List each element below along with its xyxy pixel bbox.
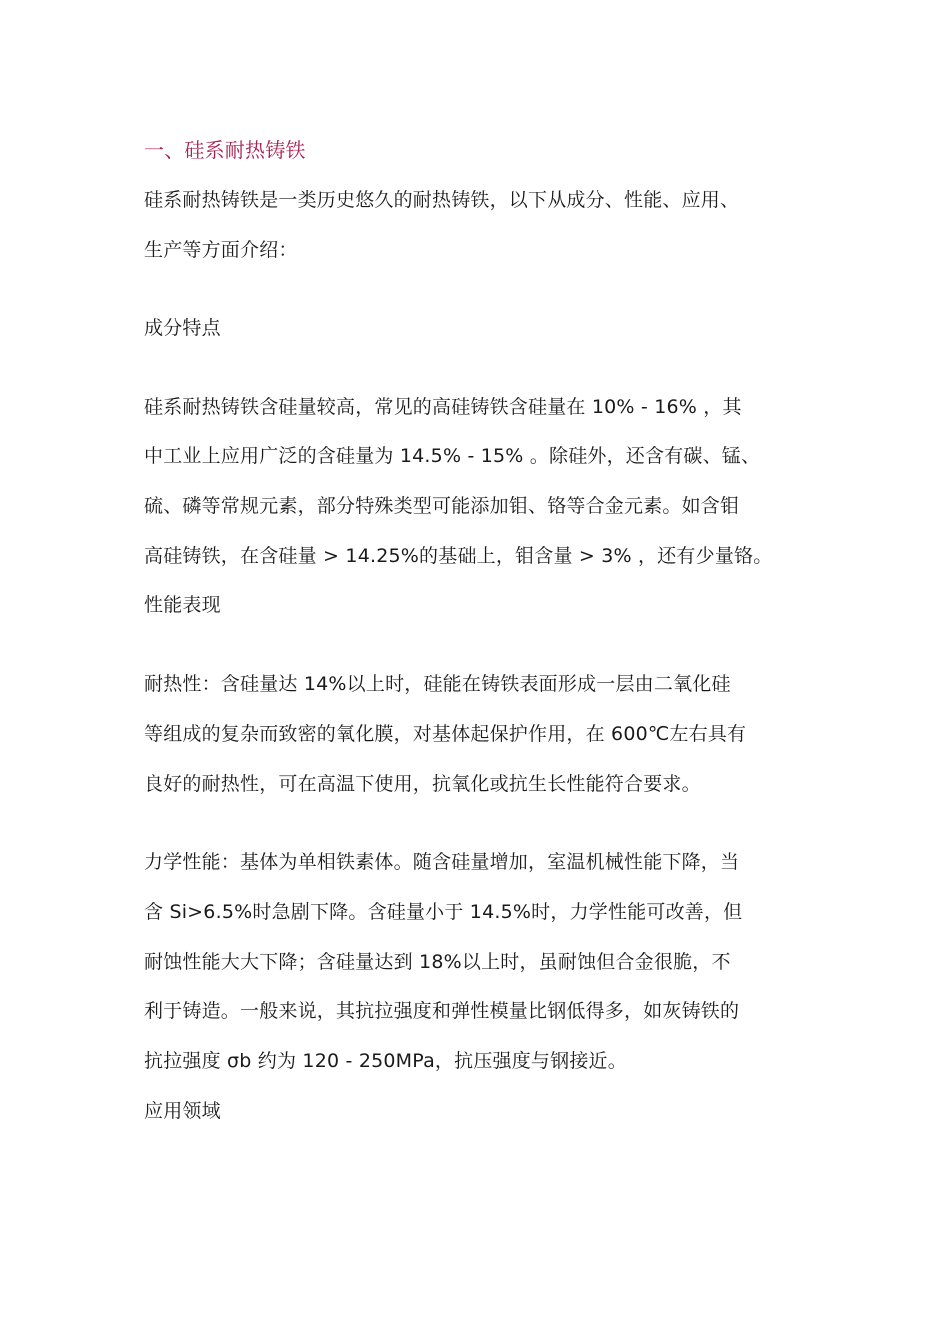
composition-heading: 成分特点 bbox=[144, 317, 221, 339]
intro-line: 硅系耐热铸铁是一类历史悠久的耐热铸铁，以下从成分、性能、应用、 bbox=[144, 189, 740, 211]
mechanical-line: 抗拉强度 σb 约为 120 - 250MPa，抗压强度与钢接近。 bbox=[144, 1050, 627, 1072]
mechanical-line: 力学性能：基体为单相铁素体。随含硅量增加，室温机械性能下降，当 bbox=[144, 851, 740, 873]
composition-line: 高硅铸铁，在含硅量 > 14.25%的基础上，钼含量 > 3% ，还有少量铬。 bbox=[144, 545, 773, 567]
composition-line: 硅系耐热铸铁含硅量较高，常见的高硅铸铁含硅量在 10% - 16% ，其 bbox=[144, 396, 742, 418]
section-title: 一、硅系耐热铸铁 bbox=[144, 138, 306, 162]
intro-line: 生产等方面介绍： bbox=[144, 239, 298, 261]
application-heading: 应用领域 bbox=[144, 1100, 221, 1122]
heat-resistance-line: 耐热性：含硅量达 14%以上时，硅能在铸铁表面形成一层由二氧化硅 bbox=[144, 673, 731, 695]
composition-line: 硫、磷等常规元素，部分特殊类型可能添加钼、铬等合金元素。如含钼 bbox=[144, 495, 740, 517]
mechanical-line: 含 Si>6.5%时急剧下降。含硅量小于 14.5%时，力学性能可改善，但 bbox=[144, 901, 743, 923]
mechanical-line: 利于铸造。一般来说，其抗拉强度和弹性模量比钢低得多，如灰铸铁的 bbox=[144, 1000, 740, 1022]
heat-resistance-line: 良好的耐热性，可在高温下使用，抗氧化或抗生长性能符合要求。 bbox=[144, 773, 701, 795]
performance-heading: 性能表现 bbox=[144, 594, 221, 616]
composition-line: 中工业上应用广泛的含硅量为 14.5% - 15% 。除硅外，还含有碳、锰、 bbox=[144, 445, 761, 467]
heat-resistance-line: 等组成的复杂而致密的氧化膜，对基体起保护作用，在 600℃左右具有 bbox=[144, 723, 747, 745]
mechanical-line: 耐蚀性能大大下降；含硅量达到 18%以上时，虽耐蚀但合金很脆，不 bbox=[144, 951, 731, 973]
